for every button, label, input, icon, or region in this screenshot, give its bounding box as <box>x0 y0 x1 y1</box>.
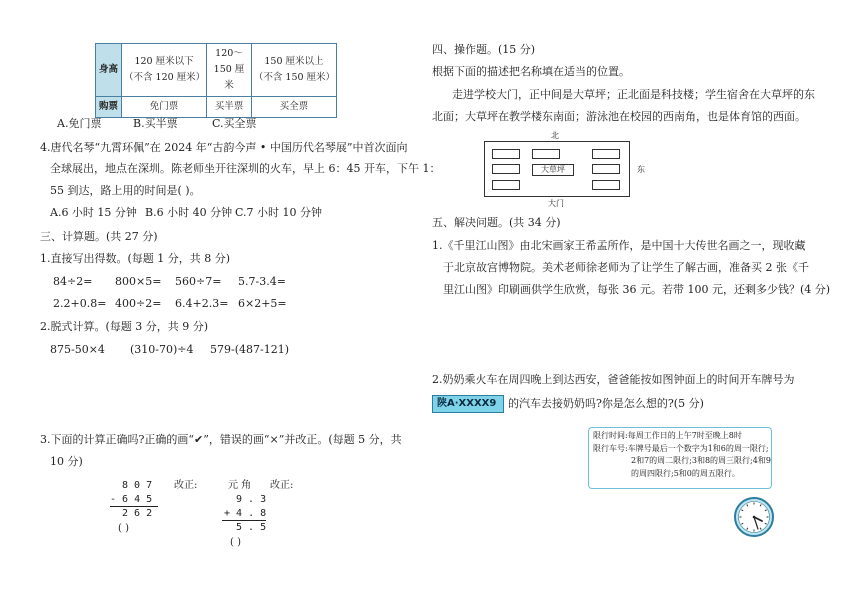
traffic-restriction-notice <box>588 427 772 489</box>
calc2-result: 5 . 5 <box>236 522 267 533</box>
calc2-answer-paren: ( ) <box>230 537 241 548</box>
map-blank-box[interactable] <box>492 180 520 190</box>
section5-q1-line3: 里江山图》印刷画供学生欣赏，每张 36 元。若带 100 元，还剩多少钱？(4 分) <box>443 283 831 296</box>
table-header-height: 身高 <box>96 44 122 97</box>
notice-line: 限行时间:每周工作日的上午7时至晚上8时 <box>593 431 742 440</box>
map-blank-box[interactable] <box>592 164 620 174</box>
map-gate-label: 大门 <box>548 199 564 208</box>
expr-item: (310-70)÷4 <box>130 343 194 356</box>
calc2-mid: + 4 . 8 <box>224 508 267 519</box>
table-cell: 买半票 <box>207 97 252 118</box>
map-blank-box[interactable] <box>492 149 520 159</box>
notice-line: 的周四限行;5和0的周五限行。 <box>631 468 740 478</box>
section5-q1-line2: 于北京故宫博物院。美术老师徐老师为了让学生了解古画，准备买 2 张《千 <box>443 261 809 274</box>
q3-option-a: A.免门票 <box>57 117 102 130</box>
expr-item: 579-(487-121) <box>210 343 290 356</box>
q4-option-c: C.7 小时 10 分钟 <box>235 206 323 219</box>
section5-q2-line1: 2.奶奶乘火车在周四晚上到达西安，爸爸能按如图钟面上的时间开车牌号为 <box>432 373 795 386</box>
section5-title: 五、解决问题。(共 34 分) <box>432 216 561 229</box>
table-cell: 买全票 <box>251 97 336 118</box>
table-header-ticket: 购票 <box>96 97 122 118</box>
q4-option-a: A.6 小时 15 分钟 <box>50 206 137 219</box>
calc1-result: 2 6 2 <box>122 508 153 519</box>
calc2-fix-label: 改正: <box>270 480 294 491</box>
calc1-fix-label: 改正: <box>174 480 198 491</box>
q3-option-c: C.买全票 <box>212 117 257 130</box>
calc-item: 84÷2= <box>53 275 93 288</box>
calc-item: 5.7-3.4= <box>238 275 286 288</box>
section5-q1-line1: 1.《千里江山图》由北宋画家王希孟所作，是中国十大传世名画之一，现收藏 <box>432 239 806 252</box>
q4-line2: 全球展出，地点在深圳。陈老师坐开往深圳的火车，早上 6：45 开车，下午 1： <box>50 162 441 175</box>
section3-sub3-line1: 3.下面的计算正确吗?正确的画“✔”，错误的画“×”并改正。(每题 5 分，共 <box>40 433 402 446</box>
section4-title: 四、操作题。(15 分) <box>432 43 536 56</box>
calc1-mid: - 6 4 5 <box>110 494 153 505</box>
map-east-label: 东 <box>637 165 645 174</box>
map-blank-box[interactable] <box>592 149 620 159</box>
section4-desc1: 走进学校大门，正中间是大草坪；正北面是科技楼；学生宿舍在大草坪的东 <box>452 88 815 101</box>
calc-item: 6×2+5= <box>238 297 287 310</box>
table-cell: 120 厘米以下 （不含 120 厘米） <box>122 44 207 97</box>
calc2-top: 9 . 3 <box>236 494 267 505</box>
notice-line: 2和7的周二限行;3和8的周三限行;4和9 <box>631 456 771 465</box>
section3-sub3-line2: 10 分) <box>50 455 83 468</box>
calc1-top: 8 0 7 <box>122 480 153 491</box>
q3-option-b: B.买半票 <box>133 117 178 130</box>
map-grass-box: 大草坪 <box>532 164 574 176</box>
calc-item: 800×5= <box>115 275 162 288</box>
section3-title: 三、计算题。(共 27 分) <box>40 230 158 243</box>
clock-icon <box>733 496 775 538</box>
map-blank-box[interactable] <box>592 180 620 190</box>
calc1-answer-paren: ( ) <box>118 523 129 534</box>
notice-line: 限行车号:车牌号最后一个数字为1和6的周一限行; <box>593 443 769 453</box>
calc-item: 400÷2= <box>115 297 162 310</box>
calc-item: 560÷7= <box>175 275 222 288</box>
license-plate: 陕A·XXXX9 <box>432 395 504 413</box>
ticket-price-table <box>95 43 337 118</box>
section4-instruction: 根据下面的描述把名称填在适当的位置。 <box>432 65 630 78</box>
map-blank-box[interactable] <box>532 149 560 159</box>
map-north-label: 北 <box>551 131 559 140</box>
calc-item: 6.4+2.3= <box>175 297 229 310</box>
calc-item: 2.2+0.8= <box>53 297 107 310</box>
section3-sub2: 2.脱式计算。(每题 3 分，共 9 分) <box>40 320 209 333</box>
section3-sub1: 1.直接写出得数。(每题 1 分，共 8 分) <box>40 252 231 265</box>
table-cell: 120～ 150 厘米 <box>207 44 252 97</box>
q4-option-b: B.6 小时 40 分钟 <box>145 206 233 219</box>
table-cell: 免门票 <box>122 97 207 118</box>
map-blank-box[interactable] <box>492 164 520 174</box>
calc2-unit: 元 角 <box>228 480 252 491</box>
table-cell: 150 厘米以上 （不含 150 厘米） <box>251 44 336 97</box>
expr-item: 875-50×4 <box>50 343 105 356</box>
q4-line3: 55 到达，路上用的时间是( )。 <box>50 184 201 197</box>
section4-desc2: 北面；大草坪在教学楼东南面；游泳池在校园的西南角，也是体育馆的西面。 <box>432 110 806 123</box>
campus-map <box>484 141 630 197</box>
q4-line1: 4.唐代名琴“九霄环佩”在 2024 年“古韵今声 • 中国历代名琴展”中首次面向 <box>40 141 408 154</box>
section5-q2-line2: 的汽车去接奶奶吗?你是怎么想的?(5 分) <box>508 397 704 410</box>
